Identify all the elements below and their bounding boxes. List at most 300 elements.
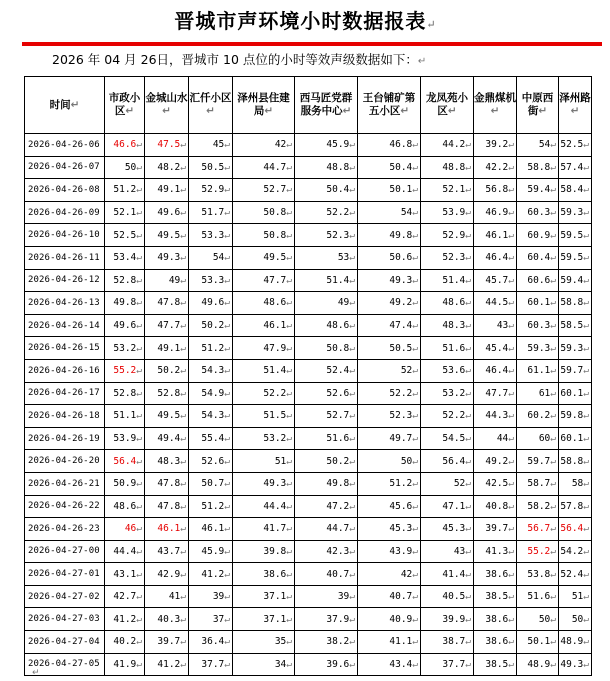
value-text: 52.6 [326, 387, 350, 399]
value-text: 49.3 [157, 252, 181, 264]
cell-mark-icon: ↵ [465, 161, 471, 173]
value-cell [474, 450, 517, 473]
value-text: 48.2 [157, 161, 181, 173]
value-text: 52.3 [389, 410, 413, 422]
value-text: 48.6 [113, 500, 137, 512]
value-cell [358, 337, 421, 360]
value-cell [145, 359, 189, 382]
value-text: 44.3 [485, 410, 509, 422]
value-text: 60.6 [527, 274, 551, 286]
cell-mark-icon: ↵ [342, 105, 352, 117]
value-cell [295, 314, 358, 337]
cell-mark-icon: ↵ [286, 274, 292, 286]
value-cell [295, 337, 358, 360]
value-text: 57.8 [560, 500, 584, 512]
value-cell [559, 359, 592, 382]
value-cell [474, 585, 517, 608]
cell-mark-icon: ↵ [412, 139, 418, 151]
value-text: 50 [538, 613, 551, 625]
value-text: 45.7 [485, 274, 509, 286]
cell-mark-icon: ↵ [349, 274, 355, 286]
cell-mark-icon: ↵ [136, 320, 142, 332]
value-text: 40.2 [113, 636, 137, 648]
value-text: 60.1 [527, 297, 551, 309]
value-text: 46.1 [263, 320, 287, 332]
value-cell [559, 179, 592, 202]
cell-mark-icon: ↵ [465, 613, 471, 625]
value-text: 42 [274, 139, 287, 151]
value-cell [421, 540, 474, 563]
value-text: 41.4 [442, 568, 466, 580]
value-text: 52.3 [442, 252, 466, 264]
value-cell [189, 246, 233, 269]
report-subtitle [52, 50, 426, 72]
value-cell [517, 382, 559, 405]
value-cell [559, 314, 592, 337]
value-cell [233, 292, 295, 315]
value-cell [474, 179, 517, 202]
value-text: 51.2 [201, 342, 225, 354]
value-text: 48.6 [442, 297, 466, 309]
cell-mark-icon: ↵ [180, 410, 186, 422]
value-text: 52.7 [263, 184, 287, 196]
value-cell [295, 359, 358, 382]
cell-mark-icon: ↵ [550, 161, 556, 173]
cell-mark-icon: ↵ [349, 613, 355, 625]
value-text: 45.4 [485, 342, 509, 354]
column-header [474, 77, 517, 134]
column-header [358, 77, 421, 134]
value-cell [358, 585, 421, 608]
value-cell [295, 179, 358, 202]
cell-mark-icon: ↵ [583, 658, 589, 670]
value-text: 39.2 [485, 139, 509, 151]
cell-mark-icon: ↵ [583, 139, 589, 151]
column-header-label: 泽州路 [559, 92, 591, 104]
value-cell [145, 631, 189, 654]
value-text: 38.6 [485, 636, 509, 648]
cell-mark-icon: ↵ [349, 342, 355, 354]
cell-mark-icon: ↵ [224, 568, 230, 580]
value-text: 54.2 [560, 545, 584, 557]
value-text: 48.9 [560, 636, 584, 648]
cell-mark-icon: ↵ [508, 252, 514, 264]
value-text: 53.2 [263, 433, 287, 445]
value-cell [105, 359, 145, 382]
value-cell [233, 201, 295, 224]
cell-mark-icon: ↵ [550, 591, 556, 603]
value-text: 58.4 [560, 184, 584, 196]
value-cell [145, 382, 189, 405]
value-text: 50 [571, 613, 584, 625]
value-text: 50.5 [201, 161, 225, 173]
value-text: 49.1 [157, 184, 181, 196]
value-text: 44.2 [442, 139, 466, 151]
cell-mark-icon: ↵ [508, 500, 514, 512]
value-text: 38.6 [263, 568, 287, 580]
value-cell [233, 314, 295, 337]
cell-mark-icon: ↵ [550, 387, 556, 399]
cell-mark-icon: ↵ [465, 229, 471, 241]
cell-mark-icon: ↵ [508, 229, 514, 241]
value-cell [517, 653, 559, 676]
value-cell [517, 337, 559, 360]
value-cell [105, 563, 145, 586]
cell-mark-icon: ↵ [264, 105, 274, 117]
cell-mark-icon: ↵ [224, 433, 230, 445]
cell-mark-icon: ↵ [180, 636, 186, 648]
value-text: 58.8 [527, 161, 551, 173]
value-cell [233, 608, 295, 631]
value-cell [189, 585, 233, 608]
value-cell [559, 518, 592, 541]
value-text: 34 [274, 658, 287, 670]
cell-mark-icon: ↵ [224, 229, 230, 241]
value-cell [105, 134, 145, 157]
cell-mark-icon: ↵ [349, 365, 355, 377]
value-text: 40.7 [389, 591, 413, 603]
value-cell [517, 156, 559, 179]
value-cell [105, 382, 145, 405]
value-cell [145, 563, 189, 586]
cell-mark-icon: ↵ [224, 636, 230, 648]
value-text: 40.9 [389, 613, 413, 625]
cell-mark-icon: ↵ [465, 545, 471, 557]
cell-mark-icon: ↵ [550, 568, 556, 580]
cell-mark-icon: ↵ [349, 591, 355, 603]
value-text: 49.8 [389, 229, 413, 241]
value-cell [189, 314, 233, 337]
value-text: 51.2 [201, 500, 225, 512]
value-cell [145, 246, 189, 269]
value-text: 53.2 [113, 342, 137, 354]
cell-mark-icon: ↵ [136, 229, 142, 241]
value-cell [358, 382, 421, 405]
value-cell [145, 585, 189, 608]
value-cell [559, 472, 592, 495]
table-row [25, 585, 592, 608]
cell-mark-icon: ↵ [286, 478, 292, 490]
cell-mark-icon: ↵ [180, 139, 186, 151]
value-cell [517, 495, 559, 518]
cell-mark-icon: ↵ [136, 274, 142, 286]
value-text: 52.8 [113, 387, 137, 399]
value-cell [421, 472, 474, 495]
value-text: 49.7 [389, 433, 413, 445]
cell-mark-icon: ↵ [465, 207, 471, 219]
noise-data-table [24, 76, 592, 676]
value-text: 46 [124, 523, 137, 535]
cell-mark-icon: ↵ [136, 455, 142, 467]
cell-mark-icon: ↵ [412, 433, 418, 445]
cell-mark-icon: ↵ [136, 545, 142, 557]
cell-mark-icon: ↵ [508, 523, 514, 535]
cell-mark-icon: ↵ [286, 139, 292, 151]
table-row [25, 269, 592, 292]
cell-mark-icon: ↵ [125, 105, 135, 117]
value-text: 59.5 [560, 252, 584, 264]
cell-mark-icon: ↵ [508, 387, 514, 399]
cell-mark-icon: ↵ [136, 365, 142, 377]
value-text: 43 [496, 320, 509, 332]
table-row [25, 224, 592, 247]
value-cell [233, 359, 295, 382]
value-text: 43.9 [389, 545, 413, 557]
value-cell [421, 269, 474, 292]
value-cell [474, 427, 517, 450]
cell-mark-icon: ↵ [412, 523, 418, 535]
value-cell [517, 246, 559, 269]
value-text: 43.7 [157, 545, 181, 557]
column-header [295, 77, 358, 134]
cell-mark-icon: ↵ [550, 455, 556, 467]
report-subtitle-text: 2026 年 04 月 26日，晋城市 10 点位的小时等效声级数据如下： [52, 52, 418, 67]
value-cell [559, 224, 592, 247]
value-cell [145, 450, 189, 473]
value-text: 47.7 [157, 320, 181, 332]
cell-mark-icon: ↵ [583, 207, 589, 219]
value-text: 49.8 [113, 297, 137, 309]
value-cell [421, 292, 474, 315]
value-text: 54.9 [201, 387, 225, 399]
value-text: 47.2 [326, 500, 350, 512]
value-cell [358, 246, 421, 269]
time-cell: 2026-04-26-14 [25, 314, 105, 337]
value-text: 49.6 [201, 297, 225, 309]
cell-mark-icon: ↵ [349, 500, 355, 512]
value-cell [474, 405, 517, 428]
cell-mark-icon: ↵ [583, 500, 589, 512]
cell-mark-icon: ↵ [70, 98, 80, 111]
cell-mark-icon: ↵ [550, 410, 556, 422]
cell-mark-icon: ↵ [349, 161, 355, 173]
value-cell [105, 427, 145, 450]
value-text: 50.1 [389, 184, 413, 196]
cell-mark-icon: ↵ [583, 545, 589, 557]
cell-mark-icon: ↵ [224, 613, 230, 625]
value-text: 52.2 [263, 387, 287, 399]
value-text: 49.4 [157, 433, 181, 445]
cell-mark-icon: ↵ [286, 568, 292, 580]
cell-mark-icon: ↵ [224, 455, 230, 467]
value-cell [358, 359, 421, 382]
value-cell [189, 201, 233, 224]
value-cell [421, 337, 474, 360]
time-cell: 2026-04-26-23 [25, 518, 105, 541]
cell-mark-icon: ↵ [286, 161, 292, 173]
column-header-label: 王台铺矿第五小区 [362, 92, 416, 117]
value-text: 50.6 [389, 252, 413, 264]
value-text: 37.1 [263, 613, 287, 625]
cell-mark-icon: ↵ [550, 500, 556, 512]
value-cell [474, 495, 517, 518]
value-text: 52 [453, 478, 466, 490]
cell-mark-icon: ↵ [583, 455, 589, 467]
cell-mark-icon: ↵ [465, 568, 471, 580]
table-row [25, 495, 592, 518]
table-row [25, 427, 592, 450]
value-cell [517, 472, 559, 495]
value-text: 37.7 [201, 658, 225, 670]
value-cell [189, 450, 233, 473]
value-cell [295, 405, 358, 428]
column-header-label: 中原西街 [521, 92, 554, 117]
cell-mark-icon: ↵ [412, 568, 418, 580]
value-cell [295, 518, 358, 541]
value-text: 50.2 [201, 320, 225, 332]
value-text: 49.6 [157, 207, 181, 219]
column-header-label: 汇仟小区 [189, 92, 232, 104]
value-cell [233, 179, 295, 202]
value-text: 48.8 [442, 161, 466, 173]
column-header [105, 77, 145, 134]
value-cell [189, 224, 233, 247]
cell-mark-icon: ↵ [412, 455, 418, 467]
value-text: 58.8 [560, 297, 584, 309]
value-cell [358, 518, 421, 541]
value-cell [517, 314, 559, 337]
value-text: 58.8 [560, 455, 584, 467]
time-cell: 2026-04-26-20 [25, 450, 105, 473]
value-text: 55.2 [527, 545, 551, 557]
value-cell [105, 337, 145, 360]
cell-mark-icon: ↵ [180, 161, 186, 173]
cell-mark-icon: ↵ [412, 184, 418, 196]
value-text: 42.3 [326, 545, 350, 557]
cell-mark-icon: ↵ [412, 387, 418, 399]
cell-mark-icon: ↵ [583, 636, 589, 648]
value-cell [189, 359, 233, 382]
value-text: 45.6 [389, 500, 413, 512]
value-cell [517, 585, 559, 608]
value-cell [559, 246, 592, 269]
cell-mark-icon: ↵ [508, 342, 514, 354]
time-cell: 2026-04-27-04 [25, 631, 105, 654]
value-cell [517, 427, 559, 450]
value-text: 50.5 [389, 342, 413, 354]
value-text: 50.8 [263, 229, 287, 241]
cell-mark-icon: ↵ [508, 207, 514, 219]
value-text: 47.8 [157, 500, 181, 512]
value-text: 42.5 [485, 478, 509, 490]
value-cell [233, 540, 295, 563]
value-text: 41.9 [113, 658, 137, 670]
time-cell: 2026-04-27-02 [25, 585, 105, 608]
cell-mark-icon: ↵ [180, 658, 186, 670]
cell-mark-icon: ↵ [224, 500, 230, 512]
cell-mark-icon: ↵ [349, 320, 355, 332]
value-text: 49.2 [485, 455, 509, 467]
time-cell: 2026-04-26-18 [25, 405, 105, 428]
value-cell [474, 134, 517, 157]
value-text: 47.1 [442, 500, 466, 512]
value-cell [474, 472, 517, 495]
value-text: 45.9 [201, 545, 225, 557]
cell-mark-icon: ↵ [349, 636, 355, 648]
value-text: 47.9 [263, 342, 287, 354]
value-cell [105, 518, 145, 541]
time-cell: 2026-04-27-03 [25, 608, 105, 631]
cell-mark-icon: ↵ [136, 591, 142, 603]
value-cell [358, 179, 421, 202]
value-cell [421, 450, 474, 473]
value-cell [358, 292, 421, 315]
cell-mark-icon: ↵ [583, 523, 589, 535]
value-cell [105, 156, 145, 179]
value-cell [105, 472, 145, 495]
value-text: 51.4 [442, 274, 466, 286]
value-cell [233, 427, 295, 450]
cell-mark-icon: ↵ [550, 274, 556, 286]
value-text: 49.1 [157, 342, 181, 354]
table-row [25, 405, 592, 428]
cell-mark-icon: ↵ [224, 139, 230, 151]
cell-mark-icon: ↵ [136, 500, 142, 512]
cell-mark-icon: ↵ [136, 658, 142, 670]
cell-mark-icon: ↵ [180, 545, 186, 557]
value-text: 42.9 [157, 568, 181, 580]
value-cell [559, 269, 592, 292]
table-row [25, 653, 592, 676]
value-cell [145, 495, 189, 518]
cell-mark-icon: ↵ [583, 591, 589, 603]
value-cell [145, 179, 189, 202]
value-cell [421, 653, 474, 676]
cell-mark-icon: ↵ [412, 274, 418, 286]
value-text: 51.5 [263, 410, 287, 422]
cell-mark-icon: ↵ [136, 297, 142, 309]
value-text: 39.6 [326, 658, 350, 670]
value-cell [559, 427, 592, 450]
cell-mark-icon: ↵ [465, 274, 471, 286]
cell-mark-icon: ↵ [583, 297, 589, 309]
value-cell [145, 156, 189, 179]
table-row [25, 563, 592, 586]
value-text: 38.7 [442, 636, 466, 648]
cell-mark-icon: ↵ [508, 455, 514, 467]
value-cell [421, 405, 474, 428]
cell-mark-icon: ↵ [136, 613, 142, 625]
value-cell [559, 563, 592, 586]
time-cell: 2026-04-26-11 [25, 246, 105, 269]
cell-mark-icon: ↵ [583, 410, 589, 422]
time-cell: 2026-04-26-08 [25, 179, 105, 202]
value-text: 54 [400, 207, 413, 219]
table-row [25, 359, 592, 382]
value-text: 39 [212, 591, 225, 603]
cell-mark-icon: ↵ [550, 297, 556, 309]
document-end-mark: ↵ [32, 668, 40, 678]
value-cell [358, 631, 421, 654]
value-text: 39.9 [442, 613, 466, 625]
value-text: 52.9 [442, 229, 466, 241]
value-cell [295, 134, 358, 157]
value-text: 47.8 [157, 297, 181, 309]
cell-mark-icon: ↵ [286, 297, 292, 309]
cell-mark-icon: ↵ [583, 478, 589, 490]
value-cell [145, 337, 189, 360]
time-cell: 2026-04-26-07 [25, 156, 105, 179]
value-cell [189, 269, 233, 292]
column-header-label: 西马匠党群服务中心 [299, 92, 353, 117]
cell-mark-icon: ↵ [583, 613, 589, 625]
value-text: 44.7 [263, 161, 287, 173]
value-cell [474, 224, 517, 247]
value-cell [233, 585, 295, 608]
value-text: 46.9 [485, 207, 509, 219]
cell-mark-icon: ↵ [508, 320, 514, 332]
cell-mark-icon: ↵ [180, 433, 186, 445]
